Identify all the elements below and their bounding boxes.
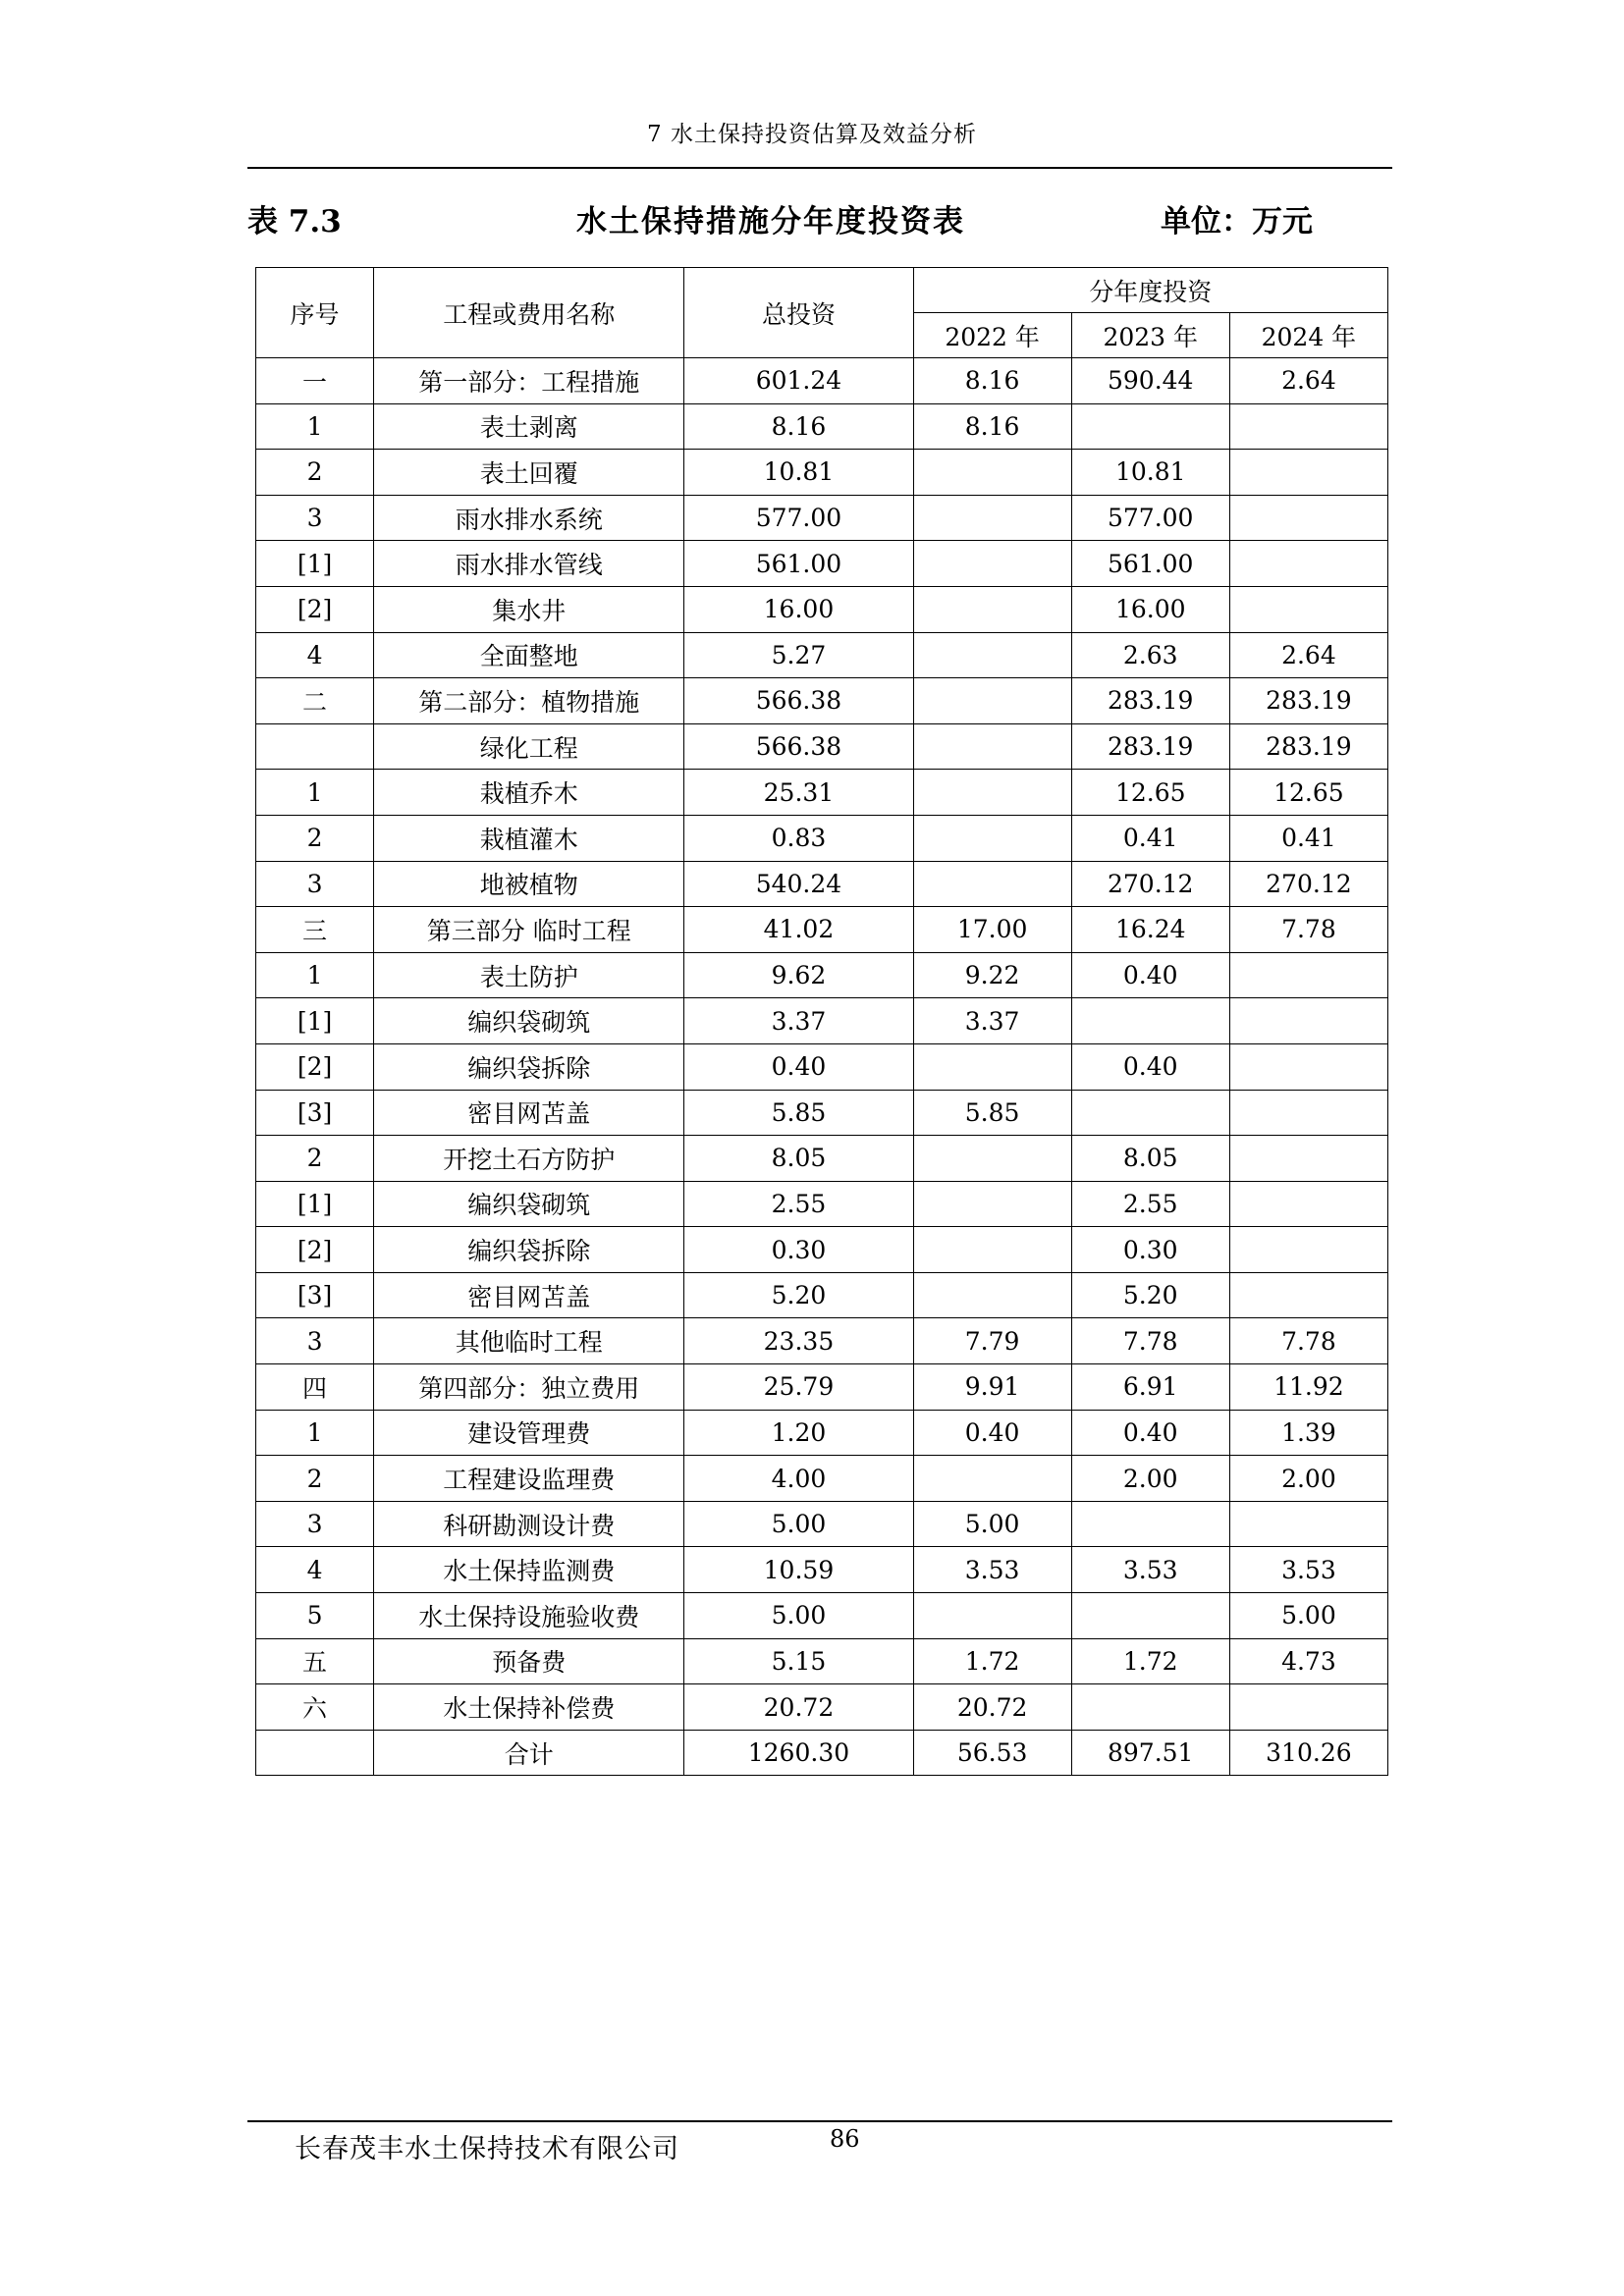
investment-table <box>255 267 1388 1776</box>
cell-seq: 四 <box>256 1364 374 1411</box>
cell-2022 <box>913 815 1071 861</box>
cell-2022 <box>913 1181 1071 1227</box>
table-number: 表 7.3 <box>247 204 342 240</box>
cell-2022 <box>913 1593 1071 1639</box>
cell-2024: 283.19 <box>1229 723 1387 770</box>
cell-2024 <box>1229 1043 1387 1090</box>
header-row <box>256 268 1388 313</box>
cell-2023: 590.44 <box>1071 358 1229 404</box>
cell-seq: 1 <box>256 952 374 998</box>
cell-2023 <box>1071 998 1229 1044</box>
cell-total: 5.00 <box>684 1501 913 1547</box>
cell-total: 10.59 <box>684 1547 913 1593</box>
cell-2024 <box>1229 1684 1387 1731</box>
cell-name: 科研勘测设计费 <box>374 1501 684 1547</box>
cell-seq: [1] <box>256 1181 374 1227</box>
cell-total: 9.62 <box>684 952 913 998</box>
table-unit: 单位：万元 <box>1161 204 1313 240</box>
cell-name: 水土保持补偿费 <box>374 1684 684 1731</box>
page-number: 86 <box>830 2125 860 2153</box>
cell-name: 密目网苫盖 <box>374 1272 684 1318</box>
cell-2024 <box>1229 586 1387 632</box>
cell-2024 <box>1229 541 1387 587</box>
cell-2024: 0.41 <box>1229 815 1387 861</box>
cell-2023: 0.30 <box>1071 1227 1229 1273</box>
cell-2023 <box>1071 1593 1229 1639</box>
cell-2023: 8.05 <box>1071 1136 1229 1182</box>
cell-name: 编织袋拆除 <box>374 1227 684 1273</box>
cell-2023: 2.55 <box>1071 1181 1229 1227</box>
cell-2022: 0.40 <box>913 1410 1071 1456</box>
cell-2024: 12.65 <box>1229 770 1387 816</box>
cell-total: 20.72 <box>684 1684 913 1731</box>
cell-seq <box>256 1730 374 1776</box>
cell-2023 <box>1071 1501 1229 1547</box>
cell-seq: 一 <box>256 358 374 404</box>
cell-seq <box>256 723 374 770</box>
cell-2023 <box>1071 1090 1229 1136</box>
cell-name: 密目网苫盖 <box>374 1090 684 1136</box>
cell-2022 <box>913 495 1071 541</box>
table-row <box>256 1730 1388 1776</box>
cell-2022: 3.37 <box>913 998 1071 1044</box>
cell-2022 <box>913 1043 1071 1090</box>
table-row <box>256 358 1388 404</box>
table-row <box>256 495 1388 541</box>
cell-total: 3.37 <box>684 998 913 1044</box>
footer-rule <box>247 2120 1392 2122</box>
cell-2024 <box>1229 1090 1387 1136</box>
cell-seq: 3 <box>256 495 374 541</box>
cell-total: 1.20 <box>684 1410 913 1456</box>
table-row <box>256 998 1388 1044</box>
cell-total: 566.38 <box>684 723 913 770</box>
cell-total: 4.00 <box>684 1456 913 1502</box>
cell-seq: [2] <box>256 1043 374 1090</box>
cell-2022: 9.91 <box>913 1364 1071 1411</box>
cell-total: 0.83 <box>684 815 913 861</box>
table-row <box>256 1410 1388 1456</box>
cell-total: 25.31 <box>684 770 913 816</box>
header-year-2024: 2024 年 <box>1229 313 1387 358</box>
table-row <box>256 450 1388 496</box>
cell-name: 集水井 <box>374 586 684 632</box>
table-row <box>256 1593 1388 1639</box>
cell-total: 23.35 <box>684 1318 913 1364</box>
header-annual: 分年度投资 <box>913 268 1387 313</box>
cell-2023: 6.91 <box>1071 1364 1229 1411</box>
cell-seq: [1] <box>256 541 374 587</box>
table-row <box>256 861 1388 907</box>
running-header: 7 水土保持投资估算及效益分析 <box>647 122 977 147</box>
cell-name: 第四部分：独立费用 <box>374 1364 684 1411</box>
cell-seq: 5 <box>256 1593 374 1639</box>
cell-name: 第一部分：工程措施 <box>374 358 684 404</box>
cell-seq: 1 <box>256 1410 374 1456</box>
cell-2022: 8.16 <box>913 403 1071 450</box>
cell-2024 <box>1229 1272 1387 1318</box>
cell-total: 540.24 <box>684 861 913 907</box>
cell-seq: [2] <box>256 1227 374 1273</box>
cell-name: 编织袋砌筑 <box>374 998 684 1044</box>
cell-total: 16.00 <box>684 586 913 632</box>
cell-name: 栽植灌木 <box>374 815 684 861</box>
cell-total: 0.30 <box>684 1227 913 1273</box>
cell-total: 5.15 <box>684 1638 913 1684</box>
header-total: 总投资 <box>684 268 913 358</box>
cell-2023: 16.24 <box>1071 907 1229 953</box>
table-body <box>256 358 1388 1776</box>
cell-2022 <box>913 1136 1071 1182</box>
header-year-2023: 2023 年 <box>1071 313 1229 358</box>
cell-name: 表土剥离 <box>374 403 684 450</box>
cell-2024 <box>1229 450 1387 496</box>
cell-total: 5.00 <box>684 1593 913 1639</box>
cell-2024: 2.64 <box>1229 632 1387 678</box>
cell-name: 第二部分：植物措施 <box>374 678 684 724</box>
cell-name: 开挖土石方防护 <box>374 1136 684 1182</box>
table-row <box>256 815 1388 861</box>
header-rule <box>247 167 1392 169</box>
cell-2024: 4.73 <box>1229 1638 1387 1684</box>
cell-name: 地被植物 <box>374 861 684 907</box>
cell-total: 5.27 <box>684 632 913 678</box>
cell-total: 1260.30 <box>684 1730 913 1776</box>
cell-2023: 2.00 <box>1071 1456 1229 1502</box>
cell-name: 水土保持设施验收费 <box>374 1593 684 1639</box>
table-caption <box>247 196 1392 247</box>
cell-seq: 3 <box>256 861 374 907</box>
cell-name: 表土回覆 <box>374 450 684 496</box>
table-row <box>256 1136 1388 1182</box>
cell-total: 25.79 <box>684 1364 913 1411</box>
cell-2022 <box>913 541 1071 587</box>
cell-name: 栽植乔木 <box>374 770 684 816</box>
cell-2024: 270.12 <box>1229 861 1387 907</box>
cell-2023: 0.41 <box>1071 815 1229 861</box>
table-row <box>256 723 1388 770</box>
cell-seq: [3] <box>256 1272 374 1318</box>
table-row <box>256 1638 1388 1684</box>
cell-2022 <box>913 632 1071 678</box>
cell-2022: 1.72 <box>913 1638 1071 1684</box>
cell-2022 <box>913 723 1071 770</box>
cell-name: 雨水排水管线 <box>374 541 684 587</box>
cell-2022: 17.00 <box>913 907 1071 953</box>
cell-seq: 4 <box>256 632 374 678</box>
cell-2022: 3.53 <box>913 1547 1071 1593</box>
cell-2023: 10.81 <box>1071 450 1229 496</box>
cell-2022 <box>913 861 1071 907</box>
cell-name: 雨水排水系统 <box>374 495 684 541</box>
cell-seq: 2 <box>256 450 374 496</box>
cell-2022: 20.72 <box>913 1684 1071 1731</box>
header-seq: 序号 <box>256 268 374 358</box>
cell-2024: 3.53 <box>1229 1547 1387 1593</box>
table-title: 水土保持措施分年度投资表 <box>576 204 965 240</box>
cell-2024 <box>1229 1501 1387 1547</box>
cell-2023: 897.51 <box>1071 1730 1229 1776</box>
cell-seq: 1 <box>256 403 374 450</box>
cell-name: 预备费 <box>374 1638 684 1684</box>
table-row <box>256 1547 1388 1593</box>
cell-2022 <box>913 770 1071 816</box>
cell-seq: 六 <box>256 1684 374 1731</box>
table-row <box>256 1181 1388 1227</box>
cell-seq: 3 <box>256 1501 374 1547</box>
cell-seq: 2 <box>256 1456 374 1502</box>
cell-name: 水土保持监测费 <box>374 1547 684 1593</box>
table-row <box>256 1684 1388 1731</box>
cell-2024: 2.64 <box>1229 358 1387 404</box>
cell-total: 8.16 <box>684 403 913 450</box>
cell-total: 5.20 <box>684 1272 913 1318</box>
cell-2024: 7.78 <box>1229 907 1387 953</box>
cell-2022: 5.00 <box>913 1501 1071 1547</box>
cell-2022: 5.85 <box>913 1090 1071 1136</box>
cell-total: 5.85 <box>684 1090 913 1136</box>
cell-2022: 9.22 <box>913 952 1071 998</box>
cell-seq: 五 <box>256 1638 374 1684</box>
cell-2023: 16.00 <box>1071 586 1229 632</box>
cell-2022 <box>913 586 1071 632</box>
cell-2024: 2.00 <box>1229 1456 1387 1502</box>
cell-2023: 0.40 <box>1071 1043 1229 1090</box>
cell-2024: 1.39 <box>1229 1410 1387 1456</box>
cell-total: 2.55 <box>684 1181 913 1227</box>
table-row <box>256 586 1388 632</box>
cell-2022: 7.79 <box>913 1318 1071 1364</box>
cell-name: 其他临时工程 <box>374 1318 684 1364</box>
cell-name: 工程建设监理费 <box>374 1456 684 1502</box>
table-row <box>256 1043 1388 1090</box>
cell-2022: 56.53 <box>913 1730 1071 1776</box>
cell-2024: 7.78 <box>1229 1318 1387 1364</box>
cell-2023: 577.00 <box>1071 495 1229 541</box>
cell-2022: 8.16 <box>913 358 1071 404</box>
cell-2023: 283.19 <box>1071 678 1229 724</box>
table-row <box>256 907 1388 953</box>
cell-seq: 二 <box>256 678 374 724</box>
table-row <box>256 1456 1388 1502</box>
cell-seq: 3 <box>256 1318 374 1364</box>
cell-seq: 2 <box>256 815 374 861</box>
cell-2023: 270.12 <box>1071 861 1229 907</box>
cell-2023 <box>1071 1684 1229 1731</box>
table-row <box>256 1364 1388 1411</box>
cell-2023 <box>1071 403 1229 450</box>
cell-total: 41.02 <box>684 907 913 953</box>
cell-2023: 2.63 <box>1071 632 1229 678</box>
cell-total: 8.05 <box>684 1136 913 1182</box>
cell-name: 绿化工程 <box>374 723 684 770</box>
cell-2022 <box>913 1272 1071 1318</box>
cell-name: 表土防护 <box>374 952 684 998</box>
table-row <box>256 1501 1388 1547</box>
cell-2024 <box>1229 1181 1387 1227</box>
table-row <box>256 403 1388 450</box>
cell-2023: 283.19 <box>1071 723 1229 770</box>
table-row <box>256 541 1388 587</box>
cell-name: 编织袋砌筑 <box>374 1181 684 1227</box>
table-row <box>256 632 1388 678</box>
cell-2024 <box>1229 998 1387 1044</box>
table-row <box>256 1318 1388 1364</box>
cell-2024 <box>1229 1136 1387 1182</box>
cell-2024: 5.00 <box>1229 1593 1387 1639</box>
cell-2024 <box>1229 952 1387 998</box>
cell-total: 601.24 <box>684 358 913 404</box>
cell-2022 <box>913 1456 1071 1502</box>
cell-2022 <box>913 678 1071 724</box>
cell-name: 编织袋拆除 <box>374 1043 684 1090</box>
cell-2023: 3.53 <box>1071 1547 1229 1593</box>
cell-seq: [2] <box>256 586 374 632</box>
table-row <box>256 770 1388 816</box>
cell-2023: 1.72 <box>1071 1638 1229 1684</box>
cell-total: 0.40 <box>684 1043 913 1090</box>
cell-total: 561.00 <box>684 541 913 587</box>
cell-seq: 三 <box>256 907 374 953</box>
cell-name: 第三部分 临时工程 <box>374 907 684 953</box>
cell-total: 577.00 <box>684 495 913 541</box>
table-row <box>256 1227 1388 1273</box>
cell-2024 <box>1229 495 1387 541</box>
cell-2024: 310.26 <box>1229 1730 1387 1776</box>
cell-2024: 11.92 <box>1229 1364 1387 1411</box>
cell-name: 合计 <box>374 1730 684 1776</box>
table-row <box>256 1090 1388 1136</box>
header-name: 工程或费用名称 <box>374 268 684 358</box>
cell-total: 566.38 <box>684 678 913 724</box>
cell-2023: 7.78 <box>1071 1318 1229 1364</box>
table-row <box>256 952 1388 998</box>
cell-seq: 4 <box>256 1547 374 1593</box>
cell-2023: 561.00 <box>1071 541 1229 587</box>
cell-2024: 283.19 <box>1229 678 1387 724</box>
cell-seq: [1] <box>256 998 374 1044</box>
footer-company: 长春茂丰水土保持技术有限公司 <box>295 2134 679 2164</box>
cell-2024 <box>1229 403 1387 450</box>
cell-2024 <box>1229 1227 1387 1273</box>
cell-name: 全面整地 <box>374 632 684 678</box>
cell-2023: 0.40 <box>1071 952 1229 998</box>
cell-2022 <box>913 450 1071 496</box>
cell-2023: 0.40 <box>1071 1410 1229 1456</box>
cell-2023: 5.20 <box>1071 1272 1229 1318</box>
cell-total: 10.81 <box>684 450 913 496</box>
cell-seq: 1 <box>256 770 374 816</box>
header-year-2022: 2022 年 <box>913 313 1071 358</box>
cell-seq: 2 <box>256 1136 374 1182</box>
table-row <box>256 678 1388 724</box>
cell-2023: 12.65 <box>1071 770 1229 816</box>
cell-2022 <box>913 1227 1071 1273</box>
cell-seq: [3] <box>256 1090 374 1136</box>
table-row <box>256 1272 1388 1318</box>
cell-name: 建设管理费 <box>374 1410 684 1456</box>
